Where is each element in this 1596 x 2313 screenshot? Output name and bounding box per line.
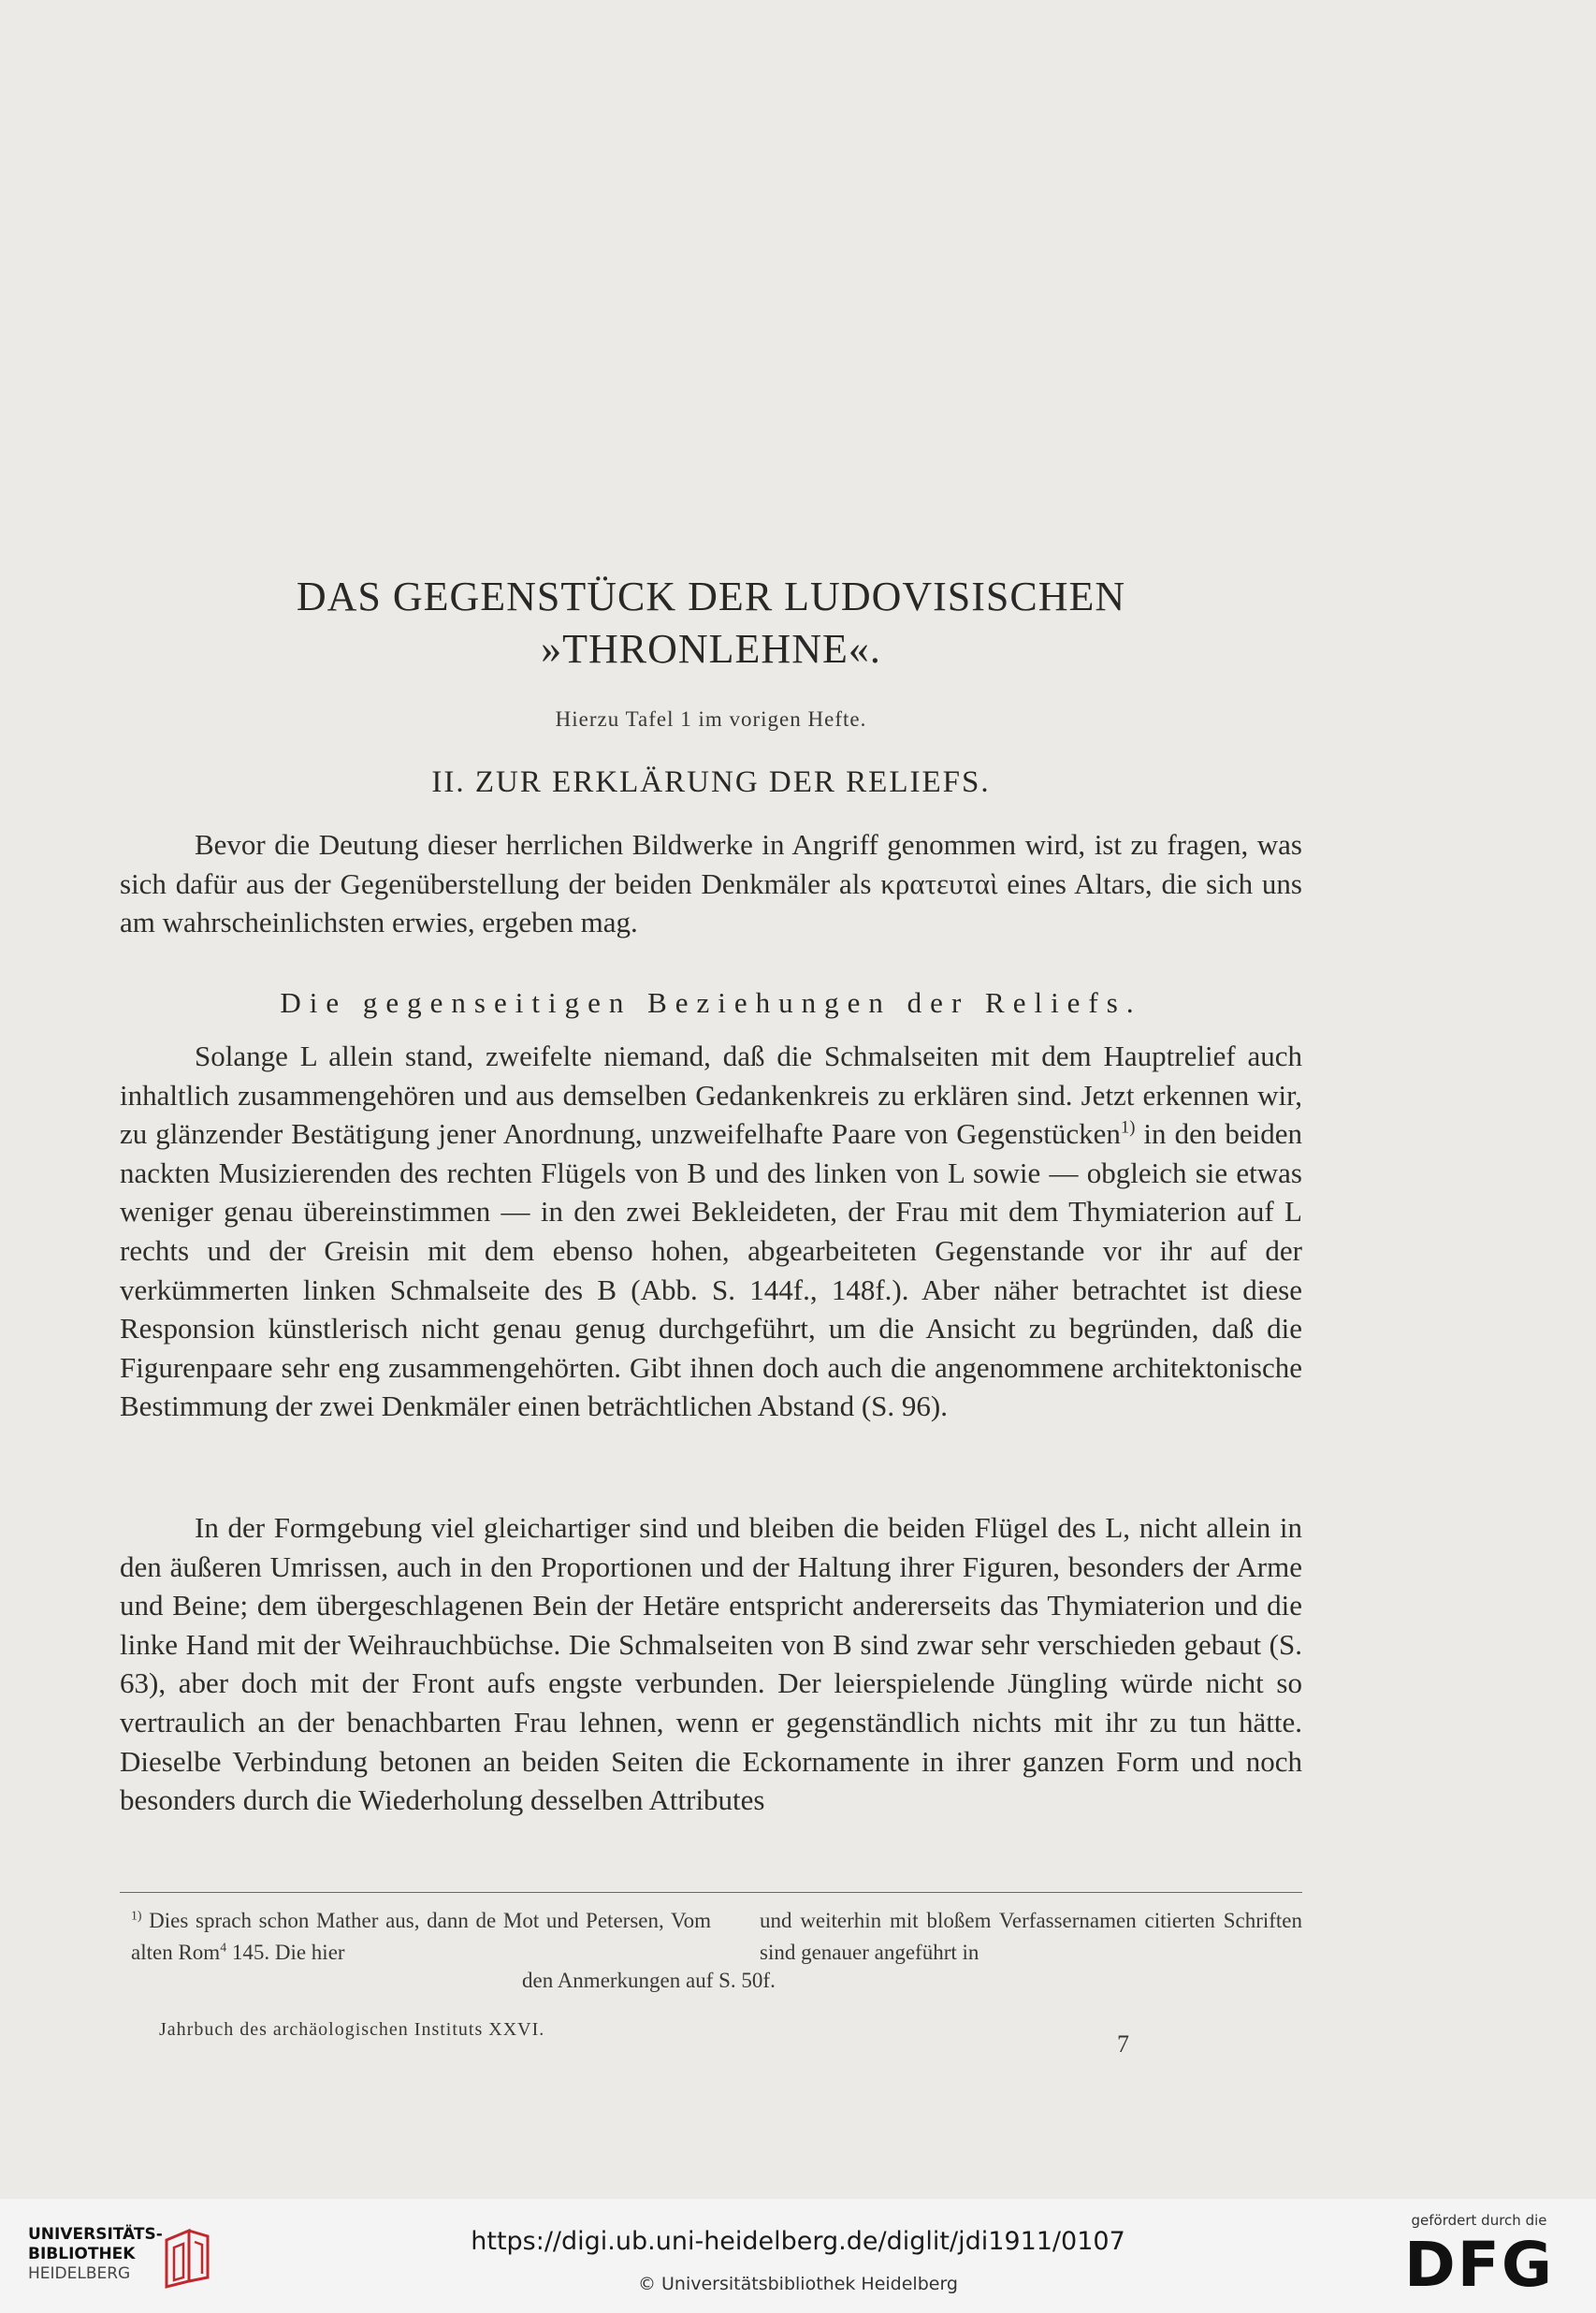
footnote-left-column [131, 1905, 711, 1969]
paragraph-intro: Bevor die Deutung dieser herrlichen Bildwerke in Angriff genommen wird, ist zu fragen, was sich dafür aus der Gegenüberstellung der beiden Denkmäler als κρατευταὶ eines Altars, die sich uns am wahrscheinlichsten erwies, ergeben mag. [120, 828, 1302, 939]
footnote-right-column: und weiterhin mit bloßem Verfassernamen citierten Schriften sind genauer angeführt in [760, 1909, 1302, 1964]
viewer-footer [0, 2199, 1596, 2313]
permalink-url[interactable]: https://digi.ub.uni-heidelberg.de/diglit/jdi1911/0107 [471, 2227, 1125, 2256]
footnote-left-text: Dies sprach schon Mather aus, dann de Mot und Petersen, Vom alten Rom [131, 1909, 712, 1964]
footnote-reference[interactable]: 1) [1120, 1117, 1136, 1138]
footnote-mark: 1) [131, 1908, 142, 1923]
footnote-left-end: 145. Die hier [226, 1941, 345, 1964]
copyright-notice: © Universitätsbibliothek Heidelberg [637, 2274, 958, 2294]
dfg-label: gefördert durch die [1411, 2212, 1547, 2229]
section-heading: II. ZUR ERKLÄRUNG DER RELIEFS. [431, 765, 991, 799]
paragraph-form: In der Formgebung viel gleichartiger sind und bleiben die beiden Flügel des L, nicht allein in den äußeren Umrissen, auch in den Proportionen und der Haltung ihrer Figuren, besonders der Arme und Beine; dem übergeschlagenen Bein der Hetäre entspricht andererseits das Thymiaterion und die linke Hand mit der Weihrauchbüchse. Die Schmalseiten von B sind zwar sehr verschieden gebaut (S. 63), aber doch mit der Front aufs engste verbunden. Der leierspielende Jüngling würde nicht so vertraulich an der benachbarten Frau lehnen, wenn er gegenständlich nichts mit ihr zu tun hätte. Dieselbe Verbindung betonen an beiden Seiten die Eckornamente in ihrer ganzen Form und noch besonders durch die Wiederholung desselben Attributes [120, 1511, 1302, 1817]
library-name-line3: HEIDELBERG [28, 2264, 131, 2283]
library-name-line2: BIBLIOTHEK [28, 2245, 136, 2263]
journal-signature: Jahrbuch des archäologischen Instituts XXVI. [159, 2019, 545, 2040]
article-title-line1: DAS GEGENSTÜCK DER LUDOVISISCHEN [296, 574, 1126, 619]
dfg-logo-text: DFG [1403, 2229, 1555, 2301]
footnote-divider [120, 1892, 1302, 1893]
paragraph-relations [120, 1037, 1302, 1426]
subheading: Die gegenseitigen Beziehungen der Reliefs. [280, 986, 1142, 1019]
page-number: 7 [1117, 2030, 1129, 2058]
article-title-line2: »THRONLEHNE«. [541, 626, 881, 672]
plate-note: Hierzu Tafel 1 im vorigen Hefte. [555, 707, 867, 731]
dfg-logo[interactable] [1390, 2212, 1568, 2302]
library-name-line1: UNIVERSITÄTS- [28, 2225, 163, 2244]
paragraph-relations-part2: in den beiden nackten Musizierenden des rechten Flügels von B und des linken von L sowie — obgleich sie etwas weniger genau übereinstimmen — in den zwei Bekleideten, der Frau mit dem Thymiaterion auf L rechts und der Greisin mit dem ebenso hohen, abgearbeiteten Gegenstande vor ihr auf der verkümmerten linken Schmalseite des B (Abb. S. 144f., 148f.). Aber näher betrachtet ist diese Responsion künstlerisch nicht genau genug durchgeführt, um die Ansicht zu begründen, daß die Figurenpaare sehr eng zusammengehörten. Gibt ihnen doch auch die angenommene architektonische Bestimmung der zwei Denkmäler einen beträchtlichen Abstand (S. 96). [120, 1117, 1302, 1423]
paragraph-relations-part1: Solange L allein stand, zweifelte niemand, daß die Schmalseiten mit dem Hauptrelief auch inhaltlich zusammengehören und aus demselben Gedankenkreis zu erklären sind. Jetzt erkennen wir, zu glänzender Bestätigung jener Anordnung, unzweifelhafte Paare von Gegenstücken [120, 1040, 1302, 1151]
footnote-edition-sup: 4 [220, 1940, 227, 1955]
footnote-continuation: den Anmerkungen auf S. 50f. [522, 1969, 776, 1992]
